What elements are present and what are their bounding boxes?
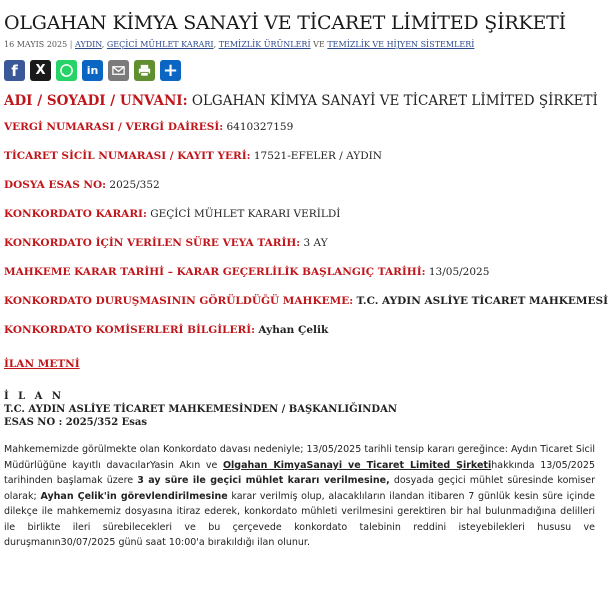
category-link-aydin[interactable]: AYDIN (75, 40, 102, 49)
category-link-temizlik-hijyen[interactable]: TEMİZLİK VE HİJYEN SİSTEMLERİ (327, 40, 475, 49)
ilan-title: İ L A N (4, 391, 65, 402)
linkedin-share-button[interactable] (82, 60, 103, 81)
ilan-court: T.C. AYDIN ASLİYE TİCARET MAHKEMESİNDEN / BAŞKANLIĞINDAN (4, 404, 398, 415)
email-icon (111, 63, 126, 78)
field-trade (4, 149, 597, 163)
field-commissioner-value: Ayhan Çelik (258, 324, 329, 336)
whatsapp-icon (59, 63, 74, 78)
print-share-button[interactable] (134, 60, 155, 81)
meta-separator: | (69, 40, 73, 49)
share-bar (4, 60, 597, 81)
field-tax-value: 6410327159 (226, 121, 294, 133)
body-part-1: Mahkememizde görülmekte olan Konkordato davası nedeniyle; 13/05/2025 tarihli tensip kararı gereğince: Aydın Ticaret Sicil Müdürlüğüne kayıtlı davacılarYasin Akın ve (4, 444, 595, 471)
plus-icon: + (162, 60, 179, 81)
ilan-esas: ESAS NO : 2025/352 Esas (4, 417, 148, 428)
field-tax-label: VERGİ NUMARASI / VERGİ DAİRESİ: (4, 121, 224, 133)
body-bold-commissioner: Ayhan Çelik'in görevlendirilmesine (40, 490, 228, 502)
ilan-header (4, 390, 597, 429)
field-decision (4, 207, 597, 221)
linkedin-icon: in (86, 64, 99, 77)
field-period-value: 3 AY (303, 237, 328, 249)
facebook-icon: f (11, 61, 18, 80)
body-bold-period: 3 ay süre ile geçici mühlet kararı verilmesine, (137, 475, 390, 486)
field-date (4, 265, 597, 279)
body-company-name: Olgahan KimyaSanayi ve Ticaret Limited Şirketi (222, 459, 492, 471)
field-trade-label: TİCARET SİCİL NUMARASI / KAYIT YERİ: (4, 150, 251, 162)
email-share-button[interactable] (108, 60, 129, 81)
notice-text-link[interactable]: İLAN METNİ (4, 358, 80, 370)
field-file (4, 178, 597, 192)
field-court-label: KONKORDATO DURUŞMASININ GÖRÜLDÜĞÜ MAHKEME: (4, 295, 354, 307)
whatsapp-share-button[interactable] (56, 60, 77, 81)
field-name-value: OLGAHAN KİMYA SANAYİ VE TİCARET LİMİTED ŞİRKETİ (191, 93, 598, 109)
field-commissioner-label: KONKORDATO KOMİSERLERİ BİLGİLERİ: (4, 324, 256, 336)
notice-body (4, 442, 597, 551)
post-date: 16 MAYIS 2025 (4, 40, 68, 49)
field-decision-label: KONKORDATO KARARI: (4, 208, 147, 220)
field-name-label: ADI / SOYADI / UNVANI: (4, 93, 188, 109)
more-share-button[interactable] (160, 60, 181, 81)
field-period (4, 236, 597, 250)
notice-heading (4, 352, 597, 371)
field-file-value: 2025/352 (109, 179, 160, 191)
category-link-gecici-muhlet[interactable]: GEÇİCİ MÜHLET KARARI (106, 40, 214, 49)
field-trade-value: 17521-EFELER / AYDIN (253, 150, 382, 162)
field-decision-value: GEÇİCİ MÜHLET KARARI VERİLDİ (150, 208, 341, 220)
body-part-2: hakkında 13/05/2025 tarihinden başlamak üzere (4, 459, 595, 486)
field-file-label: DOSYA ESAS NO: (4, 179, 107, 191)
meta-conjunction: VE (313, 40, 325, 49)
x-share-button[interactable] (30, 60, 51, 81)
facebook-share-button[interactable] (4, 60, 25, 81)
field-court (4, 294, 608, 308)
category-link-temizlik-urunleri[interactable]: TEMİZLİK ÜRÜNLERİ (218, 40, 311, 49)
page-title: OLGAHAN KİMYA SANAYİ VE TİCARET LİMİTED ŞİRKETİ (4, 12, 566, 34)
x-icon: X (35, 63, 46, 78)
field-court-value: T.C. AYDIN ASLİYE TİCARET MAHKEMESİ (356, 295, 608, 307)
body-part-4: karar verilmiş olup, alacaklıların ilandan itibaren 7 günlük kesin süre içinde dilekçe ile mahkememiz dosyasına itiraz ederek, konkordato mühleti verilmesini gerektiren bir hal bulunmadığına delilleri ile birlikte ileri sürebilecekleri ve bu çerçevede konkordato talebinin reddini isteyebilekleri hususu ve duruşmanın30/07/2025 günü saat 10:00'a bırakıldığı ilan olunur. (4, 490, 595, 548)
field-name (4, 92, 597, 110)
field-tax (4, 120, 597, 134)
body-part-3: dosyada geçici mühlet süresinde komiser olarak; (4, 475, 596, 502)
post-meta: 16 MAYIS 2025 | AYDIN, GEÇİCİ MÜHLET KARARI, TEMİZLİK ÜRÜNLERİ VE TEMİZLİK VE HİJYEN SİSTEMLERİ (4, 40, 475, 49)
field-commissioner (4, 323, 597, 337)
field-period-label: KONKORDATO İÇİN VERİLEN SÜRE VEYA TARİH: (4, 237, 301, 249)
field-date-label: MAHKEME KARAR TARİHİ – KARAR GEÇERLİLİK BAŞLANGIÇ TARİHİ: (4, 266, 426, 278)
print-icon (137, 63, 152, 78)
field-date-value: 13/05/2025 (428, 266, 490, 278)
